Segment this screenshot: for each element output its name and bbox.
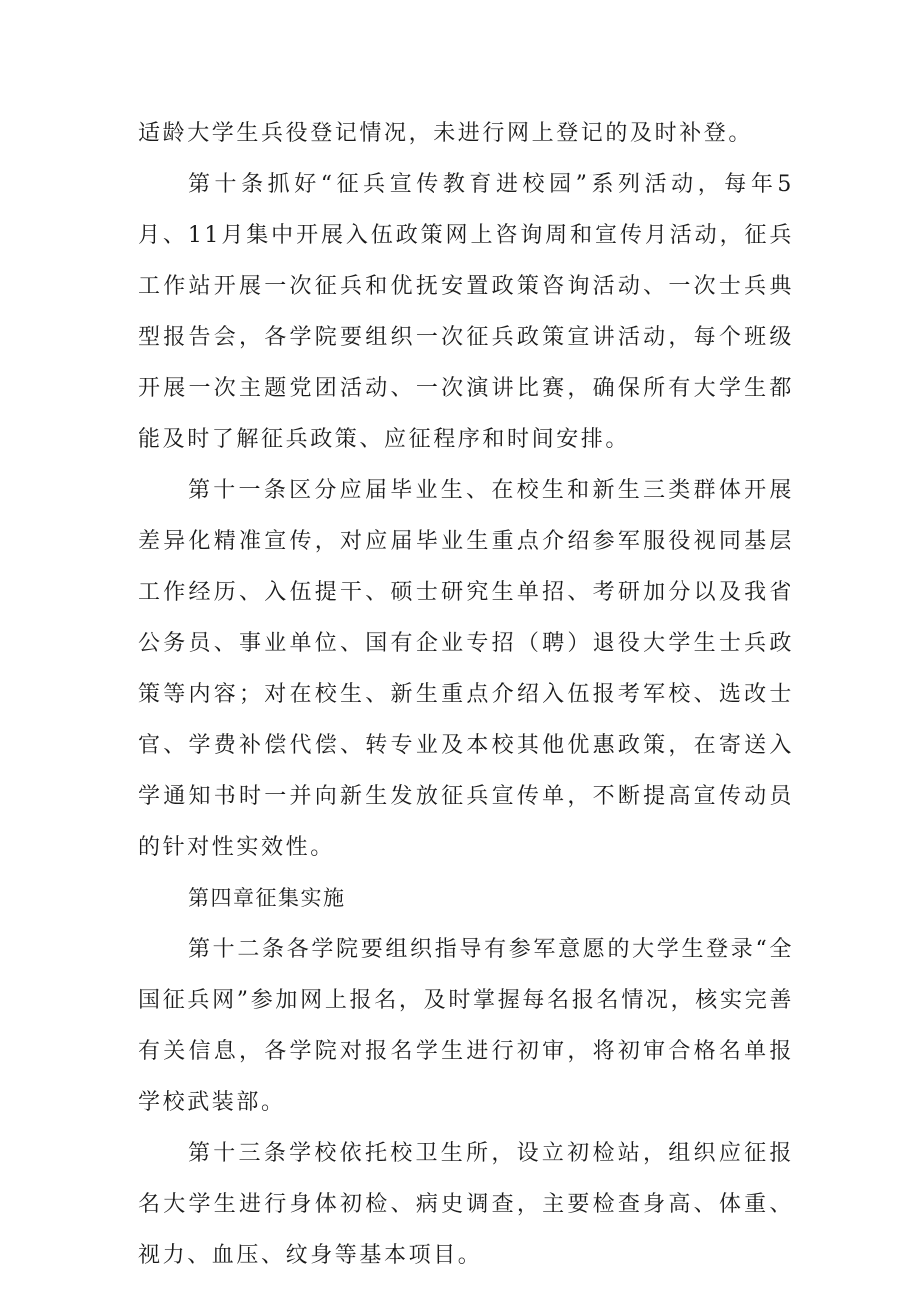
paragraph-article-12: 第十二条各学院要组织指导有参军意愿的大学生登录“全国征兵网”参加网上报名，及时掌握每名报名情况，核实完善有关信息，各学院对报名学生进行初审，将初审合格名单报学校武装部。 [138,937,794,1115]
paragraph-continuation: 适龄大学生兵役登记情况，未进行网上登记的及时补登。 [138,121,754,146]
paragraph-article-13: 第十三条学校依托校卫生所，设立初检站，组织应征报名大学生进行身体初检、病史调查，主要检查身高、体重、视力、血压、纹身等基本项目。 [138,1141,794,1268]
document-page [138,108,794,1281]
paragraph-article-11: 第十一条区分应届毕业生、在校生和新生三类群体开展差异化精准宣传，对应届毕业生重点介绍参军服役视同基层工作经历、入伍提干、硕士研究生单招、考研加分以及我省公务员、事业单位、国有企业专招（聘）退役大学生士兵政策等内容；对在校生、新生重点介绍入伍报考军校、选改士官、学费补偿代偿、转专业及本校其他优惠政策，在寄送入学通知书时一并向新生发放征兵宣传单，不断提高宣传动员的针对性实效性。 [138,478,794,860]
chapter-heading: 第四章征集实施 [188,886,346,910]
paragraph-article-10: 第十条抓好“征兵宣传教育进校园”系列活动，每年5月、11月集中开展入伍政策网上咨询周和宣传月活动，征兵工作站开展一次征兵和优抚安置政策咨询活动、一次士兵典型报告会，各学院要组织一次征兵政策宣讲活动，每个班级开展一次主题党团活动、一次演讲比赛，确保所有大学生都能及时了解征兵政策、应征程序和时间安排。 [138,172,794,452]
